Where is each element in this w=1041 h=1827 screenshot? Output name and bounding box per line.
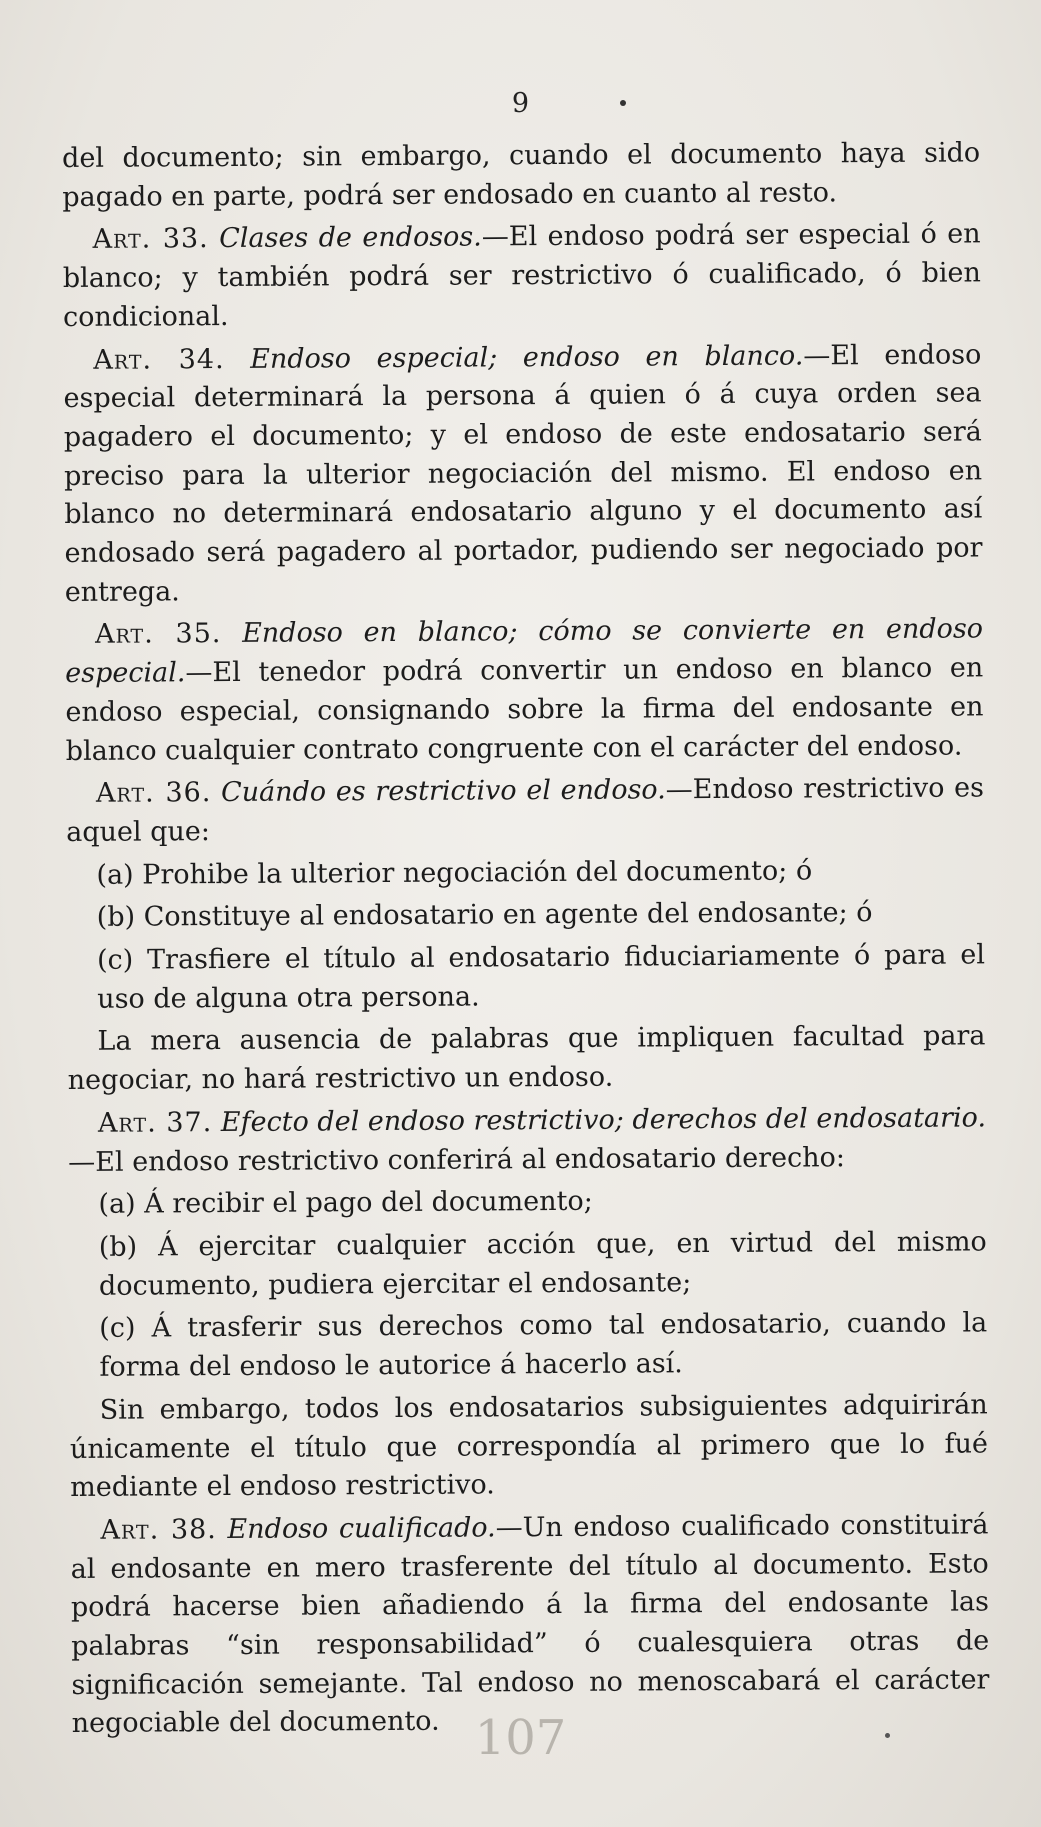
article-34 (63, 336, 983, 613)
article-body: —El endoso especial determinará la persona á quien ó á cuya orden sea pagadero el documento; y el endoso de este endosatario será preciso para la ulterior negociación del mismo. El endoso en blanco no determinará endosatario alguno y el documento así endosado será pagadero al portador, pudiendo ser negociado por entrega. (63, 338, 983, 608)
paragraph: Sin embargo, todos los endosatarios subsiguientes adquirirán únicamente el título que correspondía al primero que lo fué mediante el endoso restrictivo. (69, 1389, 989, 1504)
article-body: —Endoso restrictivo es aquel que: (66, 772, 985, 848)
ink-dot (885, 1733, 890, 1738)
article-number: Art. 37. (97, 1106, 213, 1139)
body-text (62, 134, 990, 1748)
article-36 (66, 770, 984, 853)
article-body: —Un endoso cualificado constituirá al endosante en mero trasferente del título al documento. Esto podrá hacerse bien añadiendo á la firma del endosante las palabras “sin responsabilidad” ó cualesquiera otras de significación semejante. Tal endoso no menoscabará el carácter negociable del documento. (70, 1509, 990, 1740)
list-item: (c) Á trasferir sus derechos como tal endosatario, cuando la forma del endoso le autorice á hacerlo así. (99, 1307, 988, 1383)
article-number: Art. 34. (93, 343, 225, 376)
paragraph: La mera ausencia de palabras que impliquen facultad para negociar, no hará restrictivo un endoso. (67, 1020, 986, 1097)
article-body: —El tenedor podrá convertir un endoso en blanco en endoso especial, consignando sobre la firma del endosante en blanco cualquier contrato congruente con el carácter del endoso. (65, 652, 984, 767)
article-number: Art. 38. (100, 1513, 217, 1546)
article-37 (68, 1099, 986, 1182)
article-number: Art. 33. (92, 223, 209, 256)
ink-dot (620, 100, 626, 106)
page-number: 9 (511, 88, 530, 119)
article-title: Cuándo es restrictivo el endoso. (220, 774, 666, 809)
article-35 (65, 611, 984, 771)
article-title: Clases de endosos. (219, 221, 482, 255)
list-item: (b) Á ejercitar cualquier acción que, en virtud del mismo documento, pudiera ejercitar el endosante; (98, 1226, 987, 1302)
list-item: (a) Prohibe la ulterior negociación del documento; ó (96, 855, 813, 891)
list-item: (a) Á recibir el pago del documento; (98, 1186, 593, 1221)
article-body: —El endoso podrá ser especial ó en blanco; y también podrá ser restrictivo ó cualificado, ó bien condicional. (62, 218, 981, 333)
article-title: Efecto del endoso restrictivo; derechos del endosatario. (220, 1102, 987, 1138)
article-number: Art. 35. (94, 618, 222, 651)
list-item: (b) Constituye al endosatario en agente del endosante; ó (96, 897, 873, 934)
article-38 (70, 1506, 989, 1744)
article-body: —El endoso restrictivo conferirá al endosatario derecho: (68, 1141, 846, 1178)
article-33 (62, 216, 981, 338)
article-title: Endoso especial; endoso en blanco. (250, 339, 804, 375)
list-item: (c) Trasfiere el título al endosatario fiduciariamente ó para el uso de alguna otra persona. (96, 939, 986, 1015)
article-number: Art. 36. (95, 777, 212, 810)
paragraph: del documento; sin embargo, cuando el documento haya sido pagado en parte, podrá ser endosado en cuanto al resto. (62, 137, 981, 213)
footer-page-number: 107 (474, 1710, 567, 1766)
article-title: Endoso en blanco; cómo se convierte en endoso especial. (65, 613, 984, 690)
article-title: Endoso cualificado. (227, 1512, 496, 1545)
